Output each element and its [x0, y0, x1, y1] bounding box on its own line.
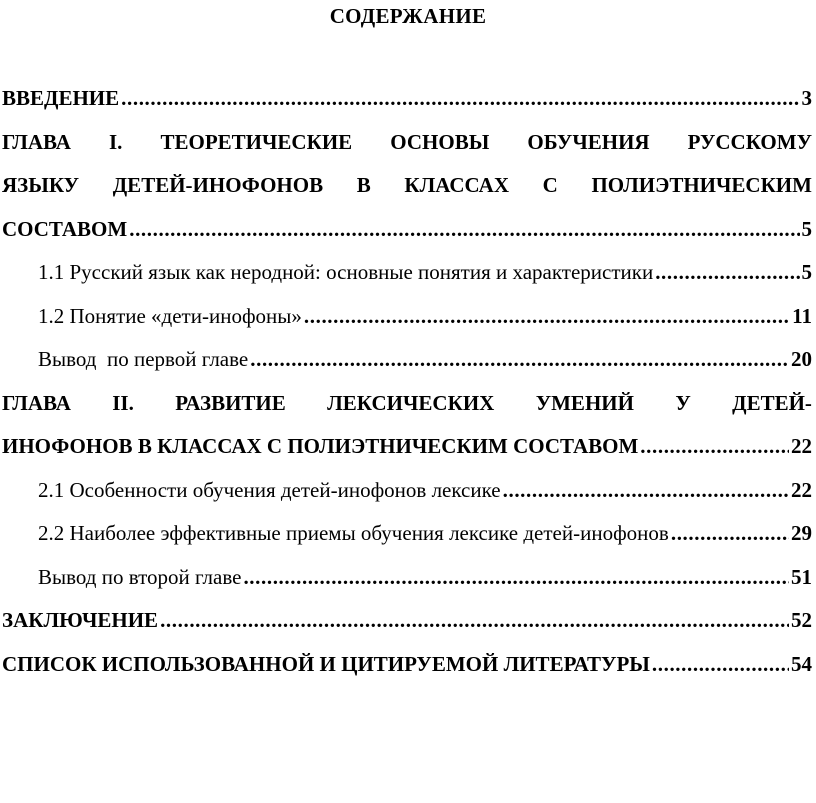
toc-entry-chapter1[interactable]: [2, 217, 812, 261]
toc-word: ОБУЧЕНИЯ: [527, 129, 650, 154]
toc-page-number: 54: [791, 651, 812, 676]
table-of-contents: [2, 86, 812, 695]
toc-leader-dots: [129, 217, 799, 242]
toc-leader-dots: [655, 260, 799, 285]
toc-word: II.: [112, 390, 134, 415]
toc-page-number: 20: [791, 347, 812, 371]
toc-entry-text: ИНОФОНОВ В КЛАССАХ С ПОЛИЭТНИЧЕСКИМ СОСТАВОМ: [2, 434, 639, 458]
toc-entry-text: 1.1 Русский язык как неродной: основные понятия и характеристики: [38, 260, 654, 284]
toc-word: УМЕНИЙ: [535, 390, 634, 415]
toc-entry-text: Вывод по первой главе: [38, 347, 249, 371]
toc-word: РУССКОМУ: [687, 129, 812, 154]
toc-leader-dots: [243, 565, 789, 590]
toc-entry-text: СОСТАВОМ: [2, 216, 128, 241]
toc-entry-conclusion-chapter2[interactable]: [2, 565, 812, 609]
toc-entry-conclusion-chapter1[interactable]: [2, 347, 812, 391]
toc-leader-dots: [121, 86, 799, 111]
page-title: СОДЕРЖАНИЕ: [329, 4, 487, 28]
toc-entry-references[interactable]: [2, 652, 812, 696]
toc-entry-text: 2.2 Наиболее эффективные приемы обучения лексике детей-инофонов: [38, 521, 669, 545]
toc-word: ОСНОВЫ: [390, 129, 490, 154]
toc-word: I.: [108, 129, 123, 154]
toc-entry-text: 1.2 Понятие «дети-инофоны»: [38, 303, 302, 328]
toc-leader-dots: [652, 652, 789, 677]
toc-entry-section-2-2[interactable]: [2, 521, 812, 565]
toc-page-number: 52: [791, 608, 812, 632]
toc-leader-dots: [304, 304, 790, 329]
toc-word: ПОЛИЭТНИЧЕСКИМ: [591, 173, 812, 197]
toc-word: РАЗВИТИЕ: [175, 390, 286, 415]
toc-page-number: 5: [801, 260, 812, 284]
toc-word: КЛАССАХ: [404, 173, 510, 197]
toc-page-number: 22: [791, 434, 812, 458]
toc-entry-section-1-1[interactable]: [2, 260, 812, 304]
toc-word: ГЛАВА: [2, 129, 71, 154]
toc-word: ГЛАВА: [2, 390, 71, 415]
toc-leader-dots: [250, 347, 789, 372]
toc-entry-conclusion[interactable]: [2, 608, 812, 652]
toc-leader-dots: [671, 521, 789, 546]
toc-page-number: 11: [792, 303, 812, 328]
toc-entry-text: ЗАКЛЮЧЕНИЕ: [2, 608, 159, 632]
toc-chapter1-line1[interactable]: [2, 130, 812, 174]
toc-entry-text: ВВЕДЕНИЕ: [2, 86, 120, 110]
toc-word: В: [356, 173, 371, 197]
toc-word: ЛЕКСИЧЕСКИХ: [327, 390, 495, 415]
toc-entry-text: СПИСОК ИСПОЛЬЗОВАННОЙ И ЦИТИРУЕМОЙ ЛИТЕРАТУРЫ: [2, 651, 650, 676]
toc-page-number: 51: [791, 564, 812, 589]
toc-word: ДЕТЕЙ-ИНОФОНОВ: [112, 173, 324, 197]
toc-page-number: 5: [801, 216, 812, 241]
toc-word: ДЕТЕЙ-: [732, 390, 812, 415]
toc-word: У: [675, 390, 691, 415]
toc-word: ЯЗЫКУ: [2, 173, 80, 197]
toc-chapter1-line2[interactable]: [2, 173, 812, 217]
toc-entry-section-1-2[interactable]: [2, 304, 812, 348]
toc-page-number: 3: [801, 86, 812, 110]
toc-entry-text: 2.1 Особенности обучения детей-инофонов лексике: [38, 477, 501, 502]
toc-leader-dots: [160, 608, 789, 633]
toc-entry-introduction[interactable]: [2, 86, 812, 130]
toc-entry-chapter2[interactable]: [2, 434, 812, 478]
toc-leader-dots: [640, 434, 789, 459]
toc-chapter2-line1[interactable]: [2, 391, 812, 435]
toc-leader-dots: [503, 478, 789, 503]
toc-entry-section-2-1[interactable]: [2, 478, 812, 522]
toc-page-number: 22: [791, 477, 812, 502]
toc-page-number: 29: [791, 521, 812, 545]
toc-entry-text: Вывод по второй главе: [38, 564, 242, 589]
toc-word: С: [542, 173, 558, 197]
toc-word: ТЕОРЕТИЧЕСКИЕ: [160, 129, 353, 154]
